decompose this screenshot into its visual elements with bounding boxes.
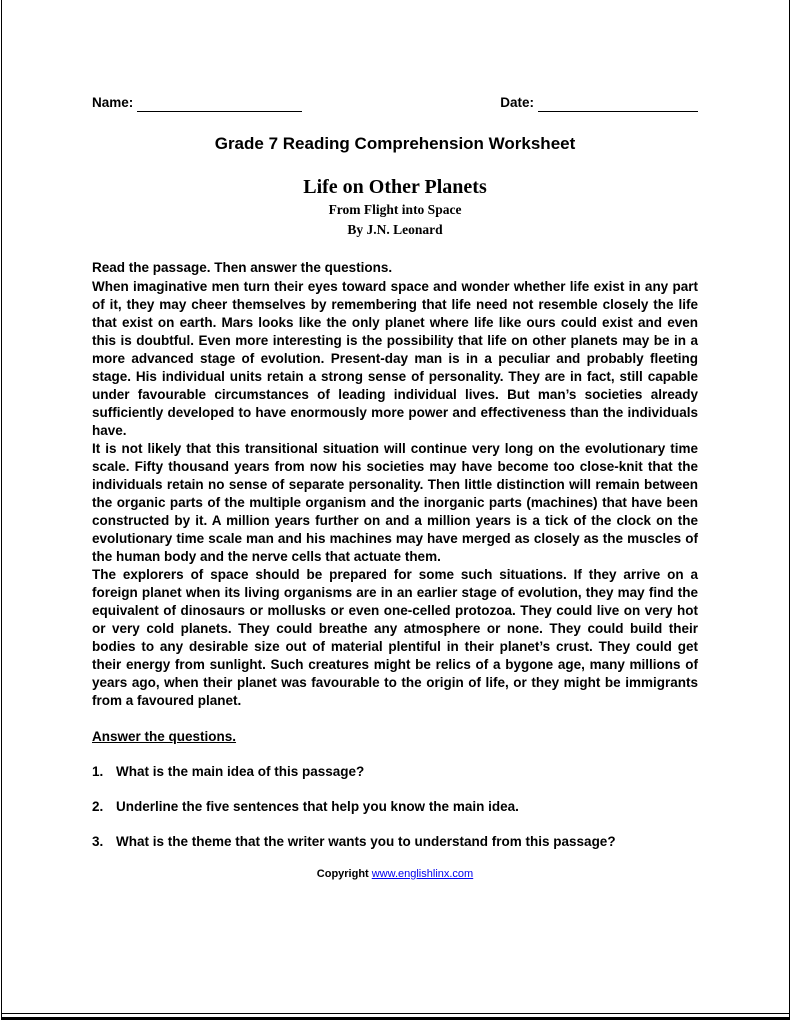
question-1-number: 1. bbox=[92, 764, 104, 779]
passage-author: By J.N. Leonard bbox=[347, 222, 443, 237]
question-1-text: What is the main idea of this passage? bbox=[116, 764, 365, 779]
page-border-bottom-thick bbox=[1, 1017, 790, 1020]
passage-paragraph-2: It is not likely that this transitional situation will continue very long on the evolutionary time scale. Fifty thousand years from now his societies may have become too close-knit that the individuals retain no sense of separate personality. Then little distinction will remain between the organic parts of the multiple organism and the inorganic parts (machines) that have been constructed by it. A million years further on and a million years is a tick of the clock on the evolutionary time scale man and his machines may have merged as closely as the muscles of the human body and the nerve cells that actuate them. bbox=[92, 441, 698, 564]
passage-title: Life on Other Planets bbox=[303, 176, 487, 198]
question-3-number: 3. bbox=[92, 834, 104, 849]
name-date-row bbox=[92, 94, 698, 112]
page-border-left bbox=[1, 0, 2, 1018]
page-border-right bbox=[789, 0, 790, 1018]
footer bbox=[92, 867, 698, 881]
date-field bbox=[500, 94, 698, 112]
passage-source: From Flight into Space bbox=[328, 202, 462, 217]
question-2 bbox=[92, 798, 698, 816]
answer-questions-heading-text: Answer the questions. bbox=[92, 729, 237, 744]
passage-paragraph-1: When imaginative men turn their eyes toward space and wonder whether life exist in any part of it, they may cheer themselves by remembering that life need not resemble closely the life that exist on earth. Mars looks like the only planet where life like ours could exist and even this is doubtful. Even more interesting is the possibility that life on other planets may be in a more advanced stage of evolution. Present-day man is in a peculiar and probably fleeting stage. His individual units retain a strong sense of personality. They are in fact, still capable under favourable circumstances of leading individual lives. But man’s societies already sufficiently developed to have enormously more power and effectiveness than the individuals have. bbox=[92, 279, 698, 438]
name-blank-line bbox=[137, 97, 302, 112]
question-2-text: Underline the five sentences that help you know the main idea. bbox=[116, 799, 519, 814]
passage-paragraph-3: The explorers of space should be prepared for some such situations. If they arrive on a foreign planet when its living organisms are in an earlier stage of evolution, they may find the equivalent of dinosaurs or mollusks or even one-celled protozoa. They could live on very hot or very cold planets. They could breathe any atmosphere or none. They could build their bodies to any desirable size out of material plentiful in their planet’s crust. They could get their energy from sunlight. Such creatures might be relics of a bygone age, many millions of years ago, when their planet was favourable to the origin of life, or they might be immigrants from a favoured planet. bbox=[92, 567, 698, 708]
name-label: Name: bbox=[92, 95, 134, 110]
worksheet-title: Grade 7 Reading Comprehension Worksheet bbox=[214, 134, 576, 153]
date-label: Date: bbox=[500, 95, 534, 110]
englishlinx-link[interactable]: www.englishlinx.com bbox=[371, 868, 474, 880]
question-3-text: What is the theme that the writer wants you to understand from this passage? bbox=[116, 834, 616, 849]
worksheet-content bbox=[92, 94, 698, 881]
answer-questions-heading bbox=[92, 728, 698, 746]
name-field bbox=[92, 94, 302, 112]
question-2-number: 2. bbox=[92, 799, 104, 814]
passage-instructions: Read the passage. Then answer the questions. bbox=[92, 260, 393, 275]
page-border-bottom-thin bbox=[1, 1013, 790, 1014]
date-blank-line bbox=[538, 97, 698, 112]
question-1 bbox=[92, 763, 698, 781]
copyright-label: Copyright bbox=[316, 868, 369, 880]
question-3 bbox=[92, 833, 698, 851]
